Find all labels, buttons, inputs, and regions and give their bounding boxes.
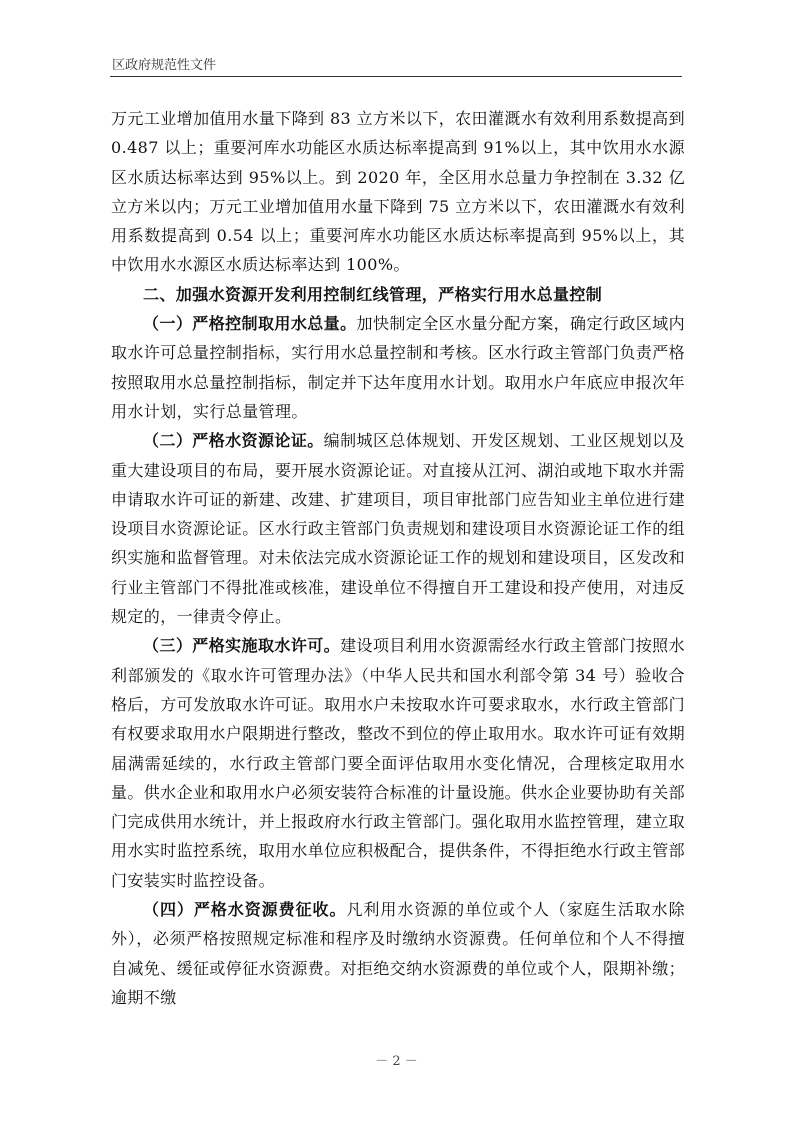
paragraph-text: 编制城区总体规划、开发区规划、工业区规划以及重大建设项目的布局，要开展水资源论证。对直接从江河、湖泊或地下取水并需申请取水许可证的新建、改建、扩建项目，项目审批部门应告知业主单位进行建设项目水资源论证。区水行政主管部门负责规划和建设项目水资源论证工作的组织实施和监督管理。对未依法完成水资源论证工作的规划和建设项目，区发改和行业主管部门不得批准或核准，建设单位不得擅自开工建设和投产使用，对违反规定的，一律责令停止。 — [111, 431, 686, 627]
paragraph — [111, 309, 685, 426]
paragraph: 万元工业增加值用水量下降到 83 立方米以下，农田灌溉水有效利用系数提高到 0.487 以上；重要河库水功能区水质达标率提高到 91%以上，其中饮用水水源区水质达标率达到 95%以上。到 2020 年，全区用水总量力争控制在 3.32 亿立方米以内；万元工业增加值用水量下降到 75 立方米以下，农田灌溉水有效利用系数提高到 0.54 以上；重要河库水功能区水质达标率提高到 95%以上，其中饮用水水源区水质达标率达到 100%。 — [111, 109, 685, 275]
paragraph-lead: （四）严格水资源费征收。 — [143, 900, 347, 920]
paragraph — [111, 895, 685, 1012]
paragraph-text: 加快制定全区水量分配方案，确定行政区域内取水许可总量控制指标，实行用水总量控制和考核。区水行政主管部门负责严格按照取用水总量控制指标，制定并下达年度用水计划。取用水户年底应申报次年用水计划，实行总量管理。 — [111, 314, 686, 421]
paragraph-text: 凡利用水资源的单位或个人（家庭生活取水除外），必须严格按照规定标准和程序及时缴纳水资源费。任何单位和个人不得擅自减免、缓征或停征水资源费。对拒绝交纳水资源费的单位或个人，限期补缴；逾期不缴 — [111, 900, 686, 1007]
page-number: － 2 － — [375, 1054, 418, 1069]
paragraph — [111, 631, 685, 895]
paragraph — [111, 426, 685, 631]
paragraph-lead: （二）严格水资源论证。 — [143, 431, 324, 451]
section-heading: 二、加强水资源开发利用控制红线管理，严格实行用水总量控制 — [143, 284, 603, 304]
document-body — [111, 104, 685, 1012]
paragraph-lead: （三）严格实施取水许可。 — [143, 636, 341, 656]
running-header: 区政府规范性文件 — [112, 58, 217, 73]
paragraph-text: 建设项目利用水资源需经水行政主管部门按照水利部颁发的《取水许可管理办法》（中华人民共和国水利部令第 34 号）验收合格后，方可发放取水许可证。取用水户未按取水许可要求取水，水行政主管部门有权要求取用水户限期进行整改，整改不到位的停止取用水。取水许可证有效期届满需延续的，水行政主管部门要全面评估取用水变化情况，合理核定取用水量。供水企业和取用水户必须安装符合标准的计量设施。供水企业要协助有关部门完成供用水统计，并上报政府水行政主管部门。强化取用水监控管理，建立取用水实时监控系统，取用水单位应积极配合，提供条件，不得拒绝水行政主管部门安装实时监控设备。 — [111, 636, 686, 890]
paragraph-lead: （一）严格控制取用水总量。 — [143, 314, 357, 334]
header-rule — [110, 76, 682, 77]
